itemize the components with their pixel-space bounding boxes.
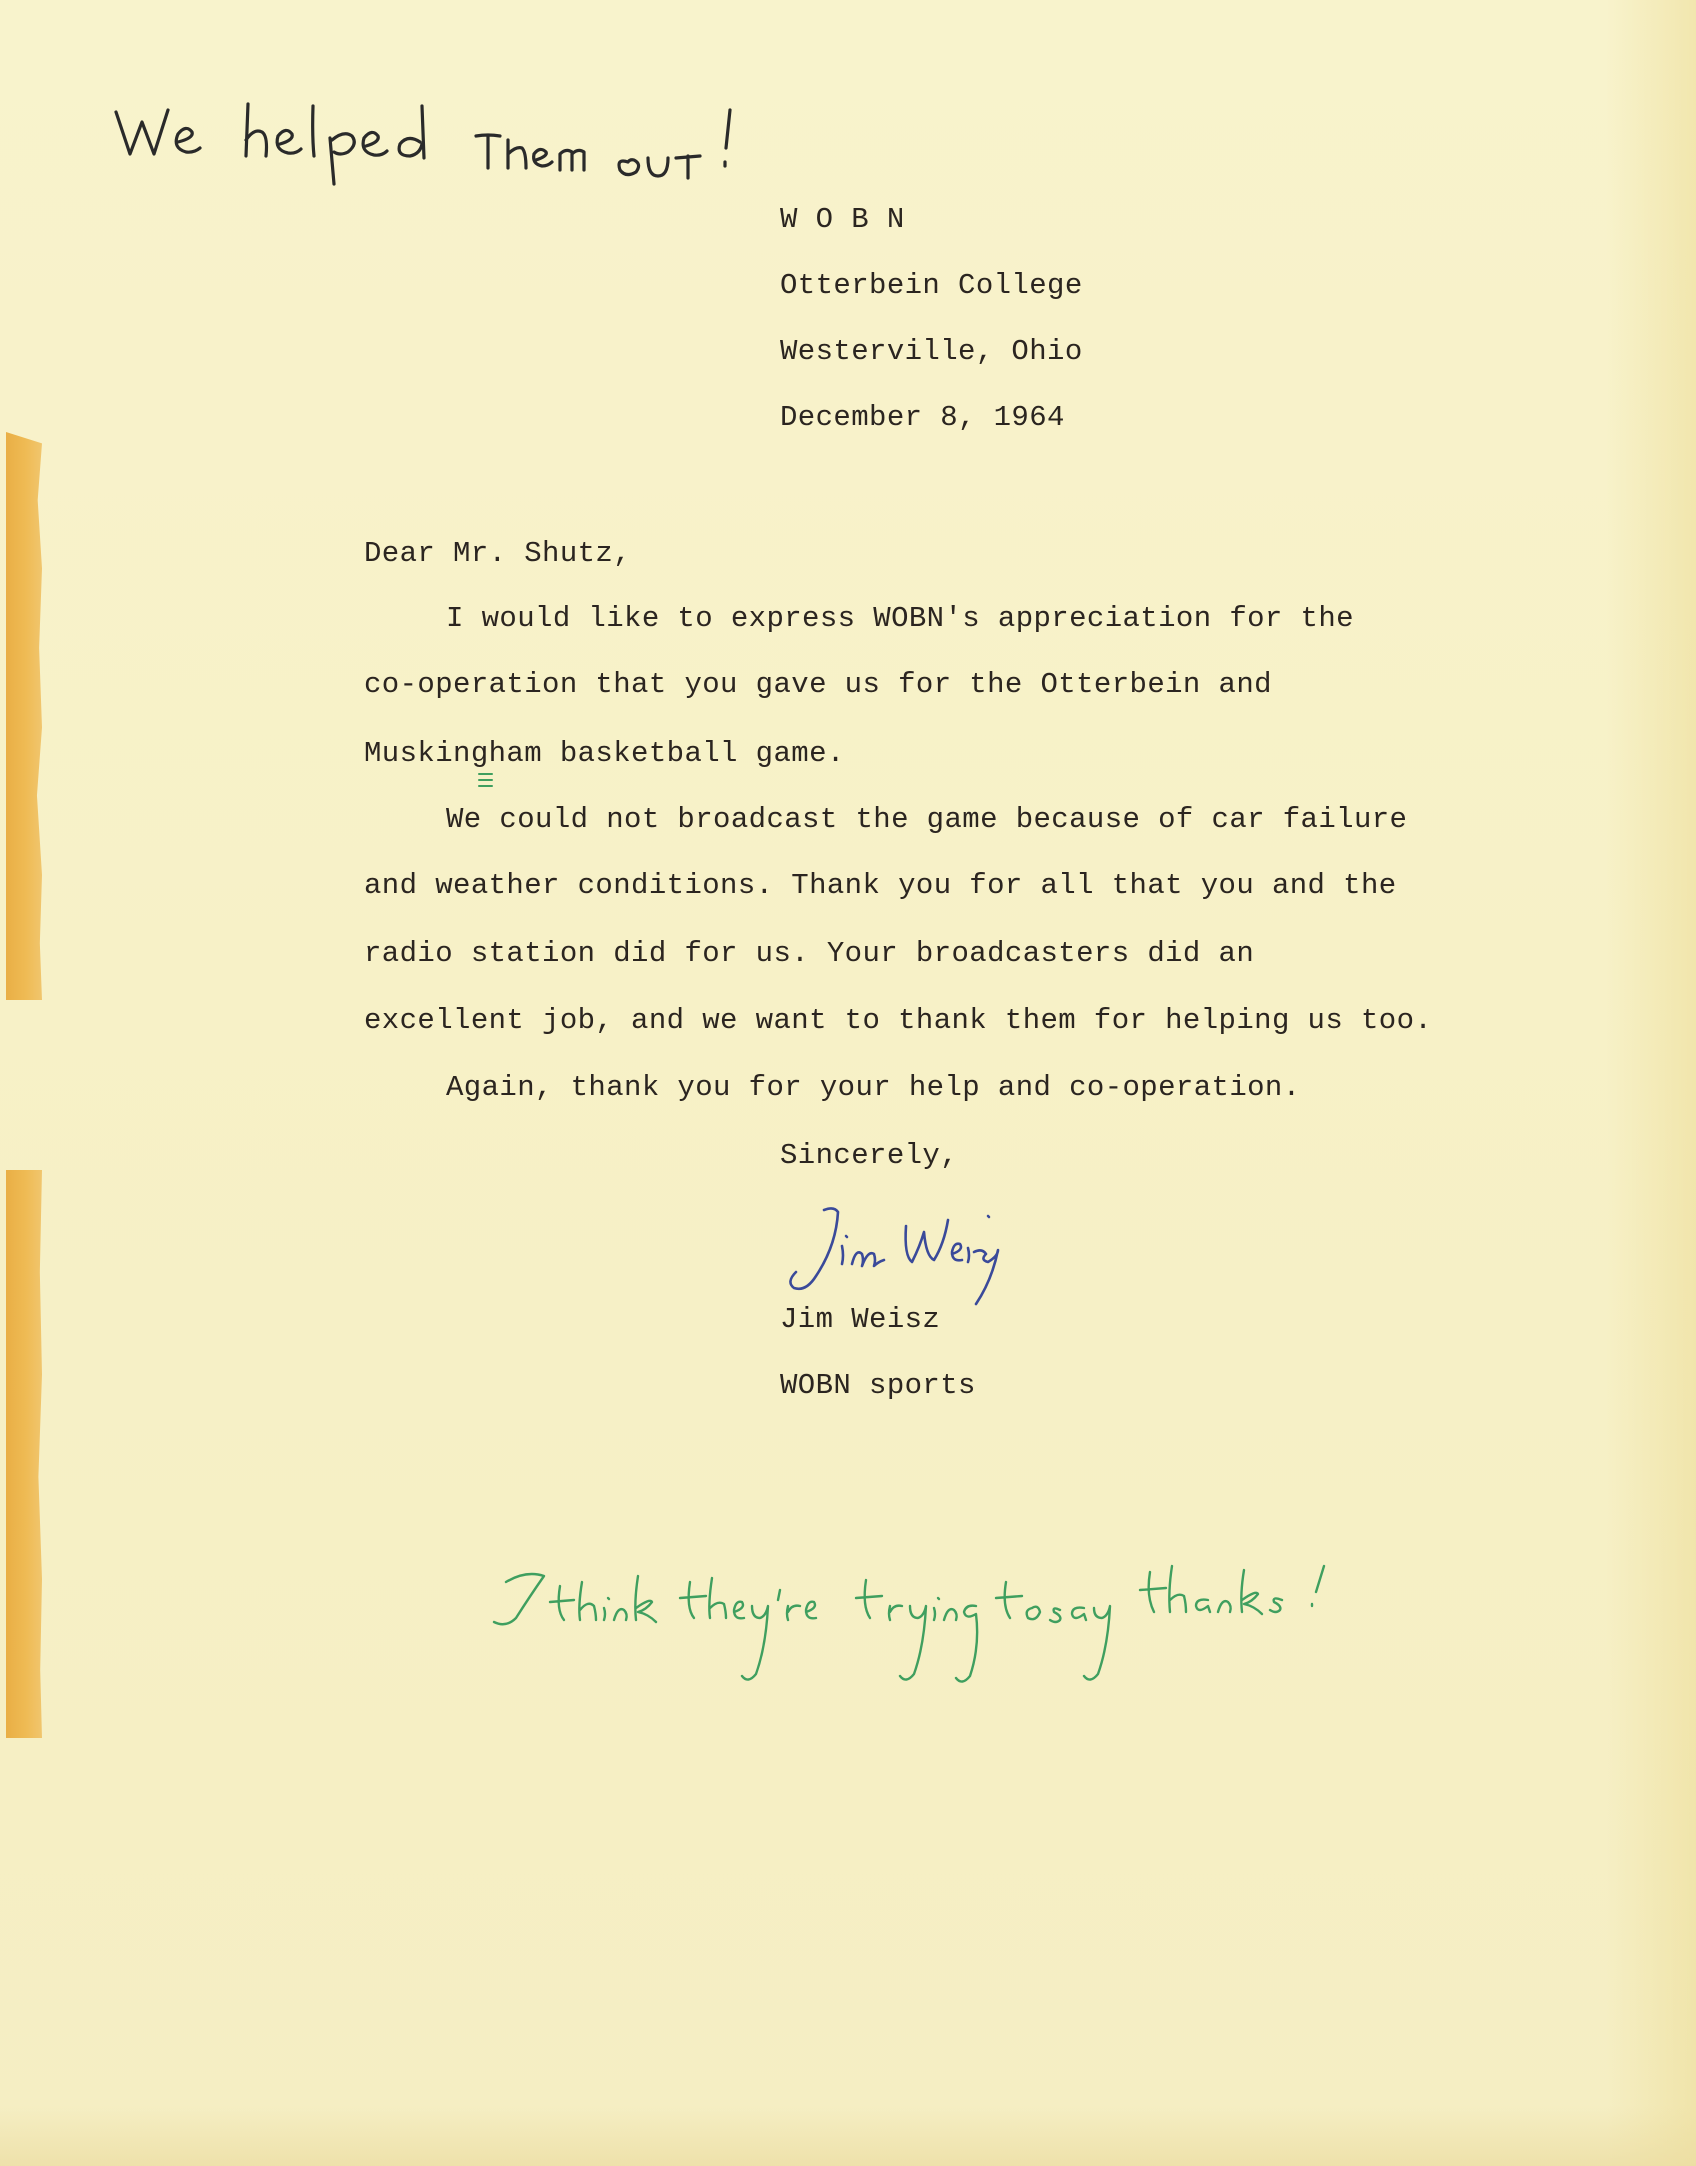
tape-strip-top <box>6 432 42 1000</box>
letterhead-college: Otterbein College <box>780 269 1083 302</box>
body-line-1: I would like to express WOBN's appreciation for the <box>446 602 1354 635</box>
body-line-2: co-operation that you gave us for the Otterbein and <box>364 668 1272 701</box>
closing: Sincerely, <box>780 1139 959 1172</box>
body-line-7: excellent job, and we want to thank them for helping us too. <box>364 1004 1433 1037</box>
body-line-8: Again, thank you for your help and co-operation. <box>446 1071 1301 1104</box>
signer-title: WOBN sports <box>780 1369 976 1402</box>
letter-date: December 8, 1964 <box>780 401 1065 434</box>
tape-strip-bottom <box>6 1170 42 1738</box>
salutation: Dear Mr. Shutz, <box>364 537 632 570</box>
body-line-3: Muskingham basketball game. <box>364 737 845 770</box>
handwritten-note-bottom <box>486 1556 1426 1696</box>
body-line-5: and weather conditions. Thank you for all that you and the <box>364 869 1397 902</box>
paper-bottom-shading <box>0 2106 1696 2166</box>
signer-name: Jim Weisz <box>780 1303 941 1336</box>
correction-mark <box>476 770 496 792</box>
handwritten-note-top <box>108 96 828 186</box>
body-line-6: radio station did for us. Your broadcasters did an <box>364 937 1255 970</box>
letterhead-station: W O B N <box>780 203 905 236</box>
paper-edge-shading <box>1606 0 1696 2166</box>
letterhead-city: Westerville, Ohio <box>780 335 1083 368</box>
signature <box>776 1196 1056 1306</box>
body-line-4: We could not broadcast the game because of car failure <box>446 803 1408 836</box>
